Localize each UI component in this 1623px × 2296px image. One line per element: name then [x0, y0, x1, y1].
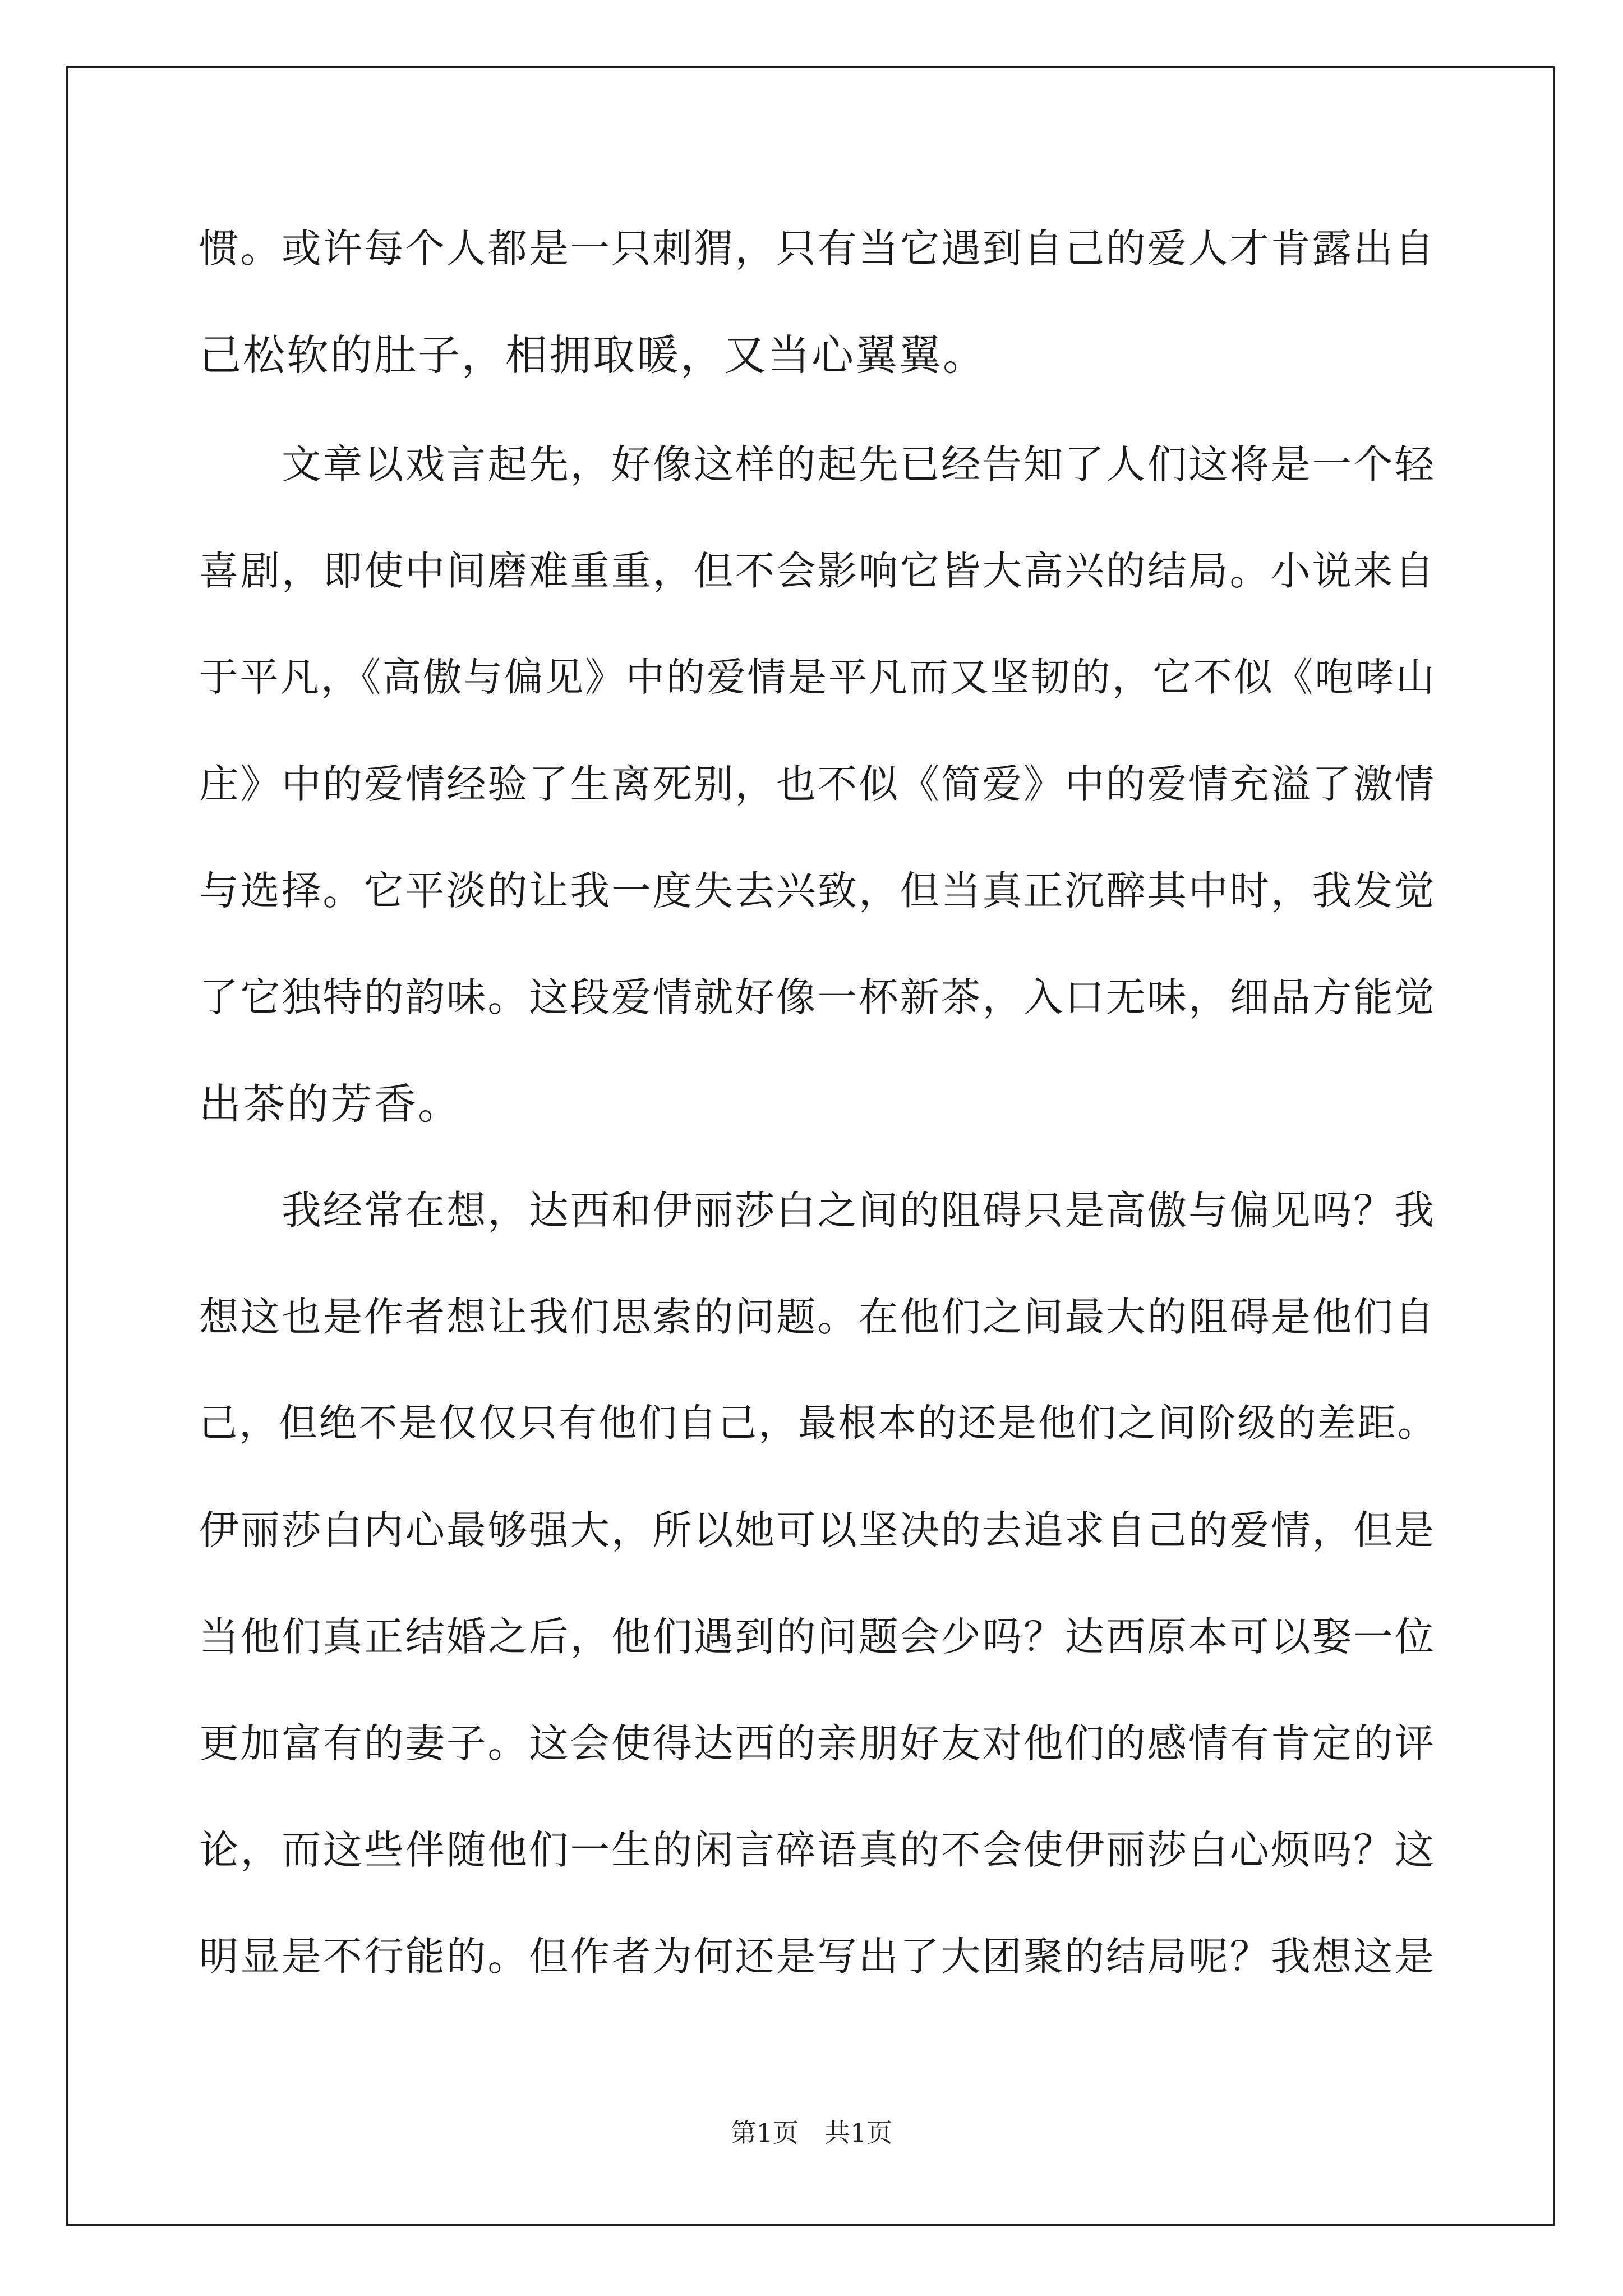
text-line: 与选择。它平淡的让我一度失去兴致，但当真正沉醉其中时，我发觉: [199, 868, 1436, 914]
text-line: 喜剧，即使中间磨难重重，但不会影响它皆大高兴的结局。小说来自: [199, 548, 1436, 594]
text-line: 了它独特的韵味。这段爱情就好像一杯新茶，入口无味，细品方能觉: [199, 974, 1436, 1020]
text-line: 论，而这些伴随他们一生的闲言碎语真的不会使伊丽莎白心烦吗？这: [199, 1827, 1436, 1873]
text-line: 己松软的肚子，相拥取暖，又当心翼翼。: [199, 330, 987, 380]
text-line: 文章以戏言起先，好像这样的起先已经告知了人们这将是一个轻: [199, 441, 1436, 487]
text-line: 伊丽莎白内心最够强大，所以她可以坚决的去追求自己的爱情，但是: [199, 1507, 1436, 1553]
text-line: 庄》中的爱情经验了生离死别，也不似《简爱》中的爱情充溢了激情: [199, 761, 1436, 807]
text-line: 己，但绝不是仅仅只有他们自己，最根本的还是他们之间阶级的差距。: [199, 1401, 1437, 1446]
text-line: 当他们真正结婚之后，他们遇到的问题会少吗？达西原本可以娶一位: [199, 1614, 1436, 1660]
text-line: 想这也是作者想让我们思索的问题。在他们之间最大的阻碍是他们自: [199, 1294, 1436, 1340]
page-border: [66, 66, 1555, 2226]
text-line: 于平凡，《高傲与偏见》中的爱情是平凡而又坚韧的，它不似《咆哮山: [199, 655, 1437, 700]
text-line: 更加富有的妻子。这会使得达西的亲朋好友对他们的感情有肯定的评: [199, 1720, 1436, 1766]
text-line: 出茶的芳香。: [199, 1079, 462, 1129]
text-line: 我经常在想，达西和伊丽莎白之间的阻碍只是高傲与偏见吗？我: [199, 1188, 1436, 1234]
page-number-footer: 第1页 共1页: [730, 2118, 893, 2148]
text-line: 明显是不行能的。但作者为何还是写出了大团聚的结局呢？我想这是: [199, 1934, 1436, 1980]
text-line: 惯。或许每个人都是一只刺猬，只有当它遇到自己的爱人才肯露出自: [199, 226, 1436, 272]
